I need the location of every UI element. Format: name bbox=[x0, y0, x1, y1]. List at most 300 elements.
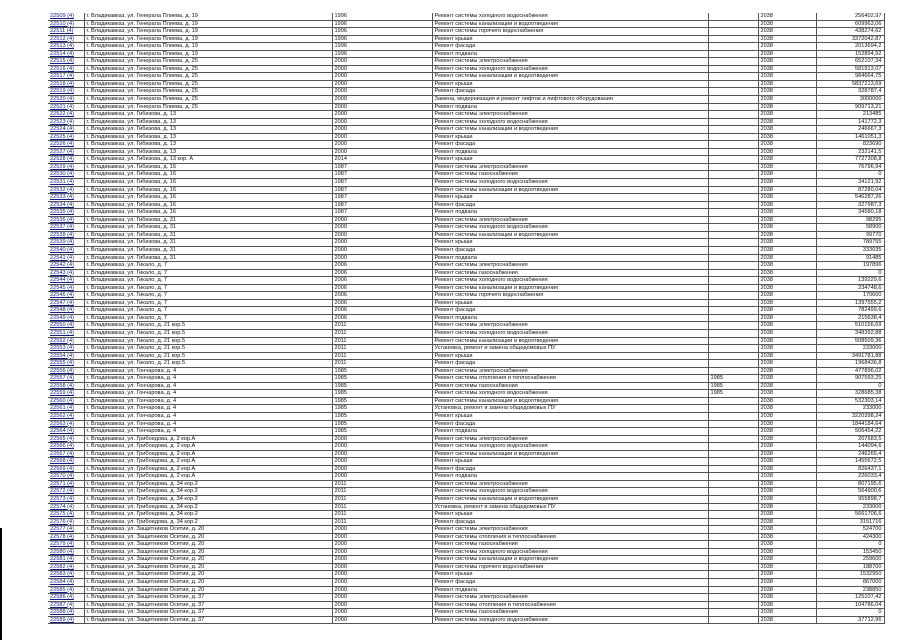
row-number-cell[interactable]: 22568 (4) bbox=[48, 458, 84, 466]
build-year-cell: 2011 bbox=[332, 352, 432, 360]
extra-year-cell bbox=[708, 50, 758, 58]
cost-cell: 34580,18 bbox=[816, 209, 884, 217]
row-number-cell[interactable]: 22523 (4) bbox=[48, 118, 84, 126]
table-row bbox=[48, 322, 884, 330]
work-type-cell: Ремонт крыши bbox=[432, 35, 708, 43]
build-year-cell: 2000 bbox=[332, 141, 432, 149]
table-row bbox=[48, 186, 884, 194]
extra-year-cell bbox=[708, 518, 758, 526]
row-number-cell[interactable]: 22522 (4) bbox=[48, 111, 84, 119]
plan-year-cell: 2038 bbox=[758, 246, 816, 254]
row-number-cell[interactable]: 22572 (4) bbox=[48, 488, 84, 496]
address-cell: г. Владикавказ, ул. Грибоедова, д. 34 кор.2 bbox=[84, 480, 332, 488]
build-year-cell: 1985 bbox=[332, 397, 432, 405]
plan-year-cell: 2038 bbox=[758, 367, 816, 375]
build-year-cell: 2006 bbox=[332, 299, 432, 307]
build-year-cell: 2000 bbox=[332, 473, 432, 481]
extra-year-cell bbox=[708, 465, 758, 473]
plan-year-cell: 2038 bbox=[758, 20, 816, 28]
extra-year-cell bbox=[708, 171, 758, 179]
table-row bbox=[48, 352, 884, 360]
work-type-cell: Ремонт системы холодного водоснабжения bbox=[432, 118, 708, 126]
cost-cell: 1532950 bbox=[816, 571, 884, 579]
work-type-cell: Ремонт системы холодного водоснабжения bbox=[432, 65, 708, 73]
plan-year-cell: 2038 bbox=[758, 179, 816, 187]
row-number-cell[interactable]: 22574 (4) bbox=[48, 503, 84, 511]
row-number-cell[interactable]: 22575 (4) bbox=[48, 511, 84, 519]
cost-cell: 955898,7 bbox=[816, 496, 884, 504]
address-cell: г. Владикавказ, ул. Гибизова, д. 13 bbox=[84, 126, 332, 134]
table-row bbox=[48, 43, 884, 51]
row-number-cell[interactable]: 22533 (4) bbox=[48, 194, 84, 202]
row-number-cell[interactable]: 22580 (4) bbox=[48, 548, 84, 556]
work-type-cell: Ремонт крыши bbox=[432, 133, 708, 141]
work-type-cell: Ремонт крыши bbox=[432, 352, 708, 360]
work-type-cell: Установка, ремонт и замена общедомовых ПУ bbox=[432, 405, 708, 413]
row-number-cell[interactable]: 22554 (4) bbox=[48, 352, 84, 360]
address-cell: г. Владикавказ, ул. Грибоедова, д. 34 кор.2 bbox=[84, 488, 332, 496]
row-number-cell[interactable]: 22534 (4) bbox=[48, 201, 84, 209]
extra-year-cell bbox=[708, 329, 758, 337]
extra-year-cell bbox=[708, 337, 758, 345]
table-row bbox=[48, 428, 884, 436]
extra-year-cell bbox=[708, 103, 758, 111]
address-cell: г. Владикавказ, ул. Гончарова, д. 4 bbox=[84, 375, 332, 383]
row-number-cell[interactable]: 22577 (4) bbox=[48, 526, 84, 534]
table-row bbox=[48, 458, 884, 466]
table-row bbox=[48, 337, 884, 345]
extra-year-cell bbox=[708, 254, 758, 262]
extra-year-cell bbox=[708, 428, 758, 436]
plan-year-cell: 2038 bbox=[758, 511, 816, 519]
work-type-cell: Ремонт системы горячего водоснабжения bbox=[432, 28, 708, 36]
row-number-cell[interactable]: 22548 (4) bbox=[48, 307, 84, 315]
row-number-cell[interactable]: 22545 (4) bbox=[48, 284, 84, 292]
table-row bbox=[48, 594, 884, 602]
address-cell: г. Владикавказ, ул. Генерала Плиева, д. 19 bbox=[84, 43, 332, 51]
row-number-cell[interactable]: 22570 (4) bbox=[48, 473, 84, 481]
build-year-cell: 1996 bbox=[332, 20, 432, 28]
work-type-cell: Ремонт системы канализации и водоотведения bbox=[432, 556, 708, 564]
row-number-cell[interactable]: 22589 (4) bbox=[48, 616, 84, 624]
plan-year-cell: 2038 bbox=[758, 209, 816, 217]
row-number-cell[interactable]: 22525 (4) bbox=[48, 133, 84, 141]
work-type-cell: Ремонт крыши bbox=[432, 571, 708, 579]
address-cell: г. Владикавказ, ул. Гибизова, д. 31 bbox=[84, 239, 332, 247]
work-type-cell: Ремонт системы электроснабжения bbox=[432, 163, 708, 171]
row-number-cell[interactable]: 22520 (4) bbox=[48, 96, 84, 104]
plan-year-cell: 2038 bbox=[758, 390, 816, 398]
plan-year-cell: 2038 bbox=[758, 428, 816, 436]
row-number-cell[interactable]: 22530 (4) bbox=[48, 171, 84, 179]
address-cell: г. Владикавказ, ул. Гончарова, д. 4 bbox=[84, 382, 332, 390]
row-number-cell[interactable]: 22562 (4) bbox=[48, 412, 84, 420]
address-cell: г. Владикавказ, ул. Гибизова, д. 16 bbox=[84, 163, 332, 171]
build-year-cell: 2011 bbox=[332, 345, 432, 353]
build-year-cell: 1985 bbox=[332, 405, 432, 413]
work-type-cell: Ремонт крыши bbox=[432, 239, 708, 247]
row-number-cell[interactable]: 22553 (4) bbox=[48, 345, 84, 353]
address-cell: г. Владикавказ, ул. Гикало, д. 21 кор.5 bbox=[84, 360, 332, 368]
cost-cell: 2013694,2 bbox=[816, 43, 884, 51]
row-number-cell[interactable]: 22511 (4) bbox=[48, 28, 84, 36]
extra-year-cell bbox=[708, 231, 758, 239]
build-year-cell: 2000 bbox=[332, 450, 432, 458]
row-number-cell[interactable]: 22578 (4) bbox=[48, 533, 84, 541]
row-number-cell[interactable]: 22521 (4) bbox=[48, 103, 84, 111]
plan-year-cell: 2038 bbox=[758, 322, 816, 330]
cost-cell: 37712,96 bbox=[816, 616, 884, 624]
cost-cell: 98295 bbox=[816, 216, 884, 224]
build-year-cell: 2000 bbox=[332, 118, 432, 126]
address-cell: г. Владикавказ, ул. Гикало, д. 21 кор.5 bbox=[84, 337, 332, 345]
row-number-cell[interactable]: 22558 (4) bbox=[48, 382, 84, 390]
row-number-cell[interactable]: 22535 (4) bbox=[48, 209, 84, 217]
table-row bbox=[48, 548, 884, 556]
row-number-cell[interactable]: 22516 (4) bbox=[48, 65, 84, 73]
work-type-cell: Ремонт системы холодного водоснабжения bbox=[432, 179, 708, 187]
row-number-cell[interactable]: 22527 (4) bbox=[48, 148, 84, 156]
row-number-cell[interactable]: 22547 (4) bbox=[48, 299, 84, 307]
cost-cell: 213485 bbox=[816, 111, 884, 119]
row-number-cell[interactable]: 22556 (4) bbox=[48, 367, 84, 375]
build-year-cell: 1987 bbox=[332, 186, 432, 194]
row-number-cell[interactable]: 22510 (4) bbox=[48, 20, 84, 28]
cost-cell: 506454,22 bbox=[816, 428, 884, 436]
table-row bbox=[48, 299, 884, 307]
address-cell: г. Владикавказ, ул. Гибизова, д. 31 bbox=[84, 224, 332, 232]
row-number-cell[interactable]: 22586 (4) bbox=[48, 594, 84, 602]
work-type-cell: Ремонт системы канализации и водоотведения bbox=[432, 337, 708, 345]
work-type-cell: Ремонт системы электроснабжения bbox=[432, 480, 708, 488]
build-year-cell: 1996 bbox=[332, 35, 432, 43]
table-row bbox=[48, 405, 884, 413]
row-number-cell[interactable]: 22517 (4) bbox=[48, 73, 84, 81]
cost-cell: 58900 bbox=[816, 224, 884, 232]
address-cell: г. Владикавказ, ул. Защитников Осетии, д. 20 bbox=[84, 548, 332, 556]
row-number-cell[interactable]: 22518 (4) bbox=[48, 80, 84, 88]
extra-year-cell bbox=[708, 209, 758, 217]
address-cell: г. Владикавказ, ул. Гибизова, д. 16 bbox=[84, 209, 332, 217]
row-number-cell[interactable]: 22524 (4) bbox=[48, 126, 84, 134]
address-cell: г. Владикавказ, ул. Гикало, д. 21 кор.5 bbox=[84, 352, 332, 360]
table-row bbox=[48, 35, 884, 43]
address-cell: г. Владикавказ, ул. Гончарова, д. 4 bbox=[84, 390, 332, 398]
work-type-cell: Ремонт системы электроснабжения bbox=[432, 216, 708, 224]
table-body bbox=[48, 13, 884, 624]
row-number-cell[interactable]: 22509 (4) bbox=[48, 13, 84, 20]
row-number-cell[interactable]: 22549 (4) bbox=[48, 314, 84, 322]
row-number-cell[interactable]: 22528 (4) bbox=[48, 156, 84, 164]
cost-cell: 99770 bbox=[816, 231, 884, 239]
cost-cell: 5661706,6 bbox=[816, 511, 884, 519]
table-row bbox=[48, 65, 884, 73]
cost-cell: 782499,6 bbox=[816, 307, 884, 315]
table-row bbox=[48, 412, 884, 420]
cost-cell: 7727308,8 bbox=[816, 156, 884, 164]
plan-year-cell: 2038 bbox=[758, 126, 816, 134]
build-year-cell: 2006 bbox=[332, 307, 432, 315]
row-number-cell[interactable]: 22587 (4) bbox=[48, 601, 84, 609]
row-number-cell[interactable]: 22513 (4) bbox=[48, 43, 84, 51]
cost-cell: 125107,42 bbox=[816, 594, 884, 602]
work-type-cell: Ремонт крыши bbox=[432, 194, 708, 202]
address-cell: г. Владикавказ, ул. Генерала Плиева, д. 25 bbox=[84, 96, 332, 104]
row-number-cell[interactable]: 22532 (4) bbox=[48, 186, 84, 194]
extra-year-cell bbox=[708, 111, 758, 119]
row-number-cell[interactable]: 22540 (4) bbox=[48, 246, 84, 254]
plan-year-cell: 2038 bbox=[758, 88, 816, 96]
build-year-cell: 1996 bbox=[332, 28, 432, 36]
row-number-cell[interactable]: 22567 (4) bbox=[48, 450, 84, 458]
cost-cell: 3372042,87 bbox=[816, 35, 884, 43]
work-type-cell: Ремонт системы газоснабжения bbox=[432, 609, 708, 617]
row-number-cell[interactable]: 22557 (4) bbox=[48, 375, 84, 383]
plan-year-cell: 2038 bbox=[758, 435, 816, 443]
build-year-cell: 2000 bbox=[332, 563, 432, 571]
build-year-cell: 2000 bbox=[332, 126, 432, 134]
row-number-cell[interactable]: 22563 (4) bbox=[48, 420, 84, 428]
row-number-cell[interactable]: 22581 (4) bbox=[48, 556, 84, 564]
table-row bbox=[48, 367, 884, 375]
row-number-cell[interactable]: 22561 (4) bbox=[48, 405, 84, 413]
row-number-cell[interactable]: 22571 (4) bbox=[48, 480, 84, 488]
row-number-cell[interactable]: 22537 (4) bbox=[48, 224, 84, 232]
extra-year-cell bbox=[708, 96, 758, 104]
work-type-cell: Ремонт подвала bbox=[432, 50, 708, 58]
plan-year-cell: 2038 bbox=[758, 269, 816, 277]
row-number-cell[interactable]: 22569 (4) bbox=[48, 465, 84, 473]
row-number-cell[interactable]: 22544 (4) bbox=[48, 277, 84, 285]
address-cell: г. Владикавказ, ул. Грибоедова, д. 34 кор.2 bbox=[84, 503, 332, 511]
plan-year-cell: 2038 bbox=[758, 35, 816, 43]
cost-cell: 348392,88 bbox=[816, 329, 884, 337]
plan-year-cell: 2038 bbox=[758, 556, 816, 564]
table-row bbox=[48, 586, 884, 594]
build-year-cell: 2000 bbox=[332, 65, 432, 73]
table-row bbox=[48, 96, 884, 104]
row-number-cell[interactable]: 22582 (4) bbox=[48, 563, 84, 571]
row-number-cell[interactable]: 22551 (4) bbox=[48, 329, 84, 337]
cost-cell: 0 bbox=[816, 382, 884, 390]
row-number-cell[interactable]: 22560 (4) bbox=[48, 397, 84, 405]
cost-cell: 438274,62 bbox=[816, 28, 884, 36]
cost-cell: 789755 bbox=[816, 239, 884, 247]
row-number-cell[interactable]: 22539 (4) bbox=[48, 239, 84, 247]
row-number-cell[interactable]: 22531 (4) bbox=[48, 179, 84, 187]
extra-year-cell bbox=[708, 480, 758, 488]
address-cell: г. Владикавказ, ул. Гибизова, д. 31 bbox=[84, 231, 332, 239]
row-number-cell[interactable]: 22559 (4) bbox=[48, 390, 84, 398]
work-type-cell: Ремонт системы холодного водоснабжения bbox=[432, 277, 708, 285]
work-type-cell: Ремонт фасада bbox=[432, 201, 708, 209]
row-number-cell[interactable]: 22583 (4) bbox=[48, 571, 84, 579]
plan-year-cell: 2038 bbox=[758, 563, 816, 571]
table-row bbox=[48, 239, 884, 247]
build-year-cell: 2000 bbox=[332, 541, 432, 549]
build-year-cell: 2000 bbox=[332, 88, 432, 96]
row-number-cell[interactable]: 22555 (4) bbox=[48, 360, 84, 368]
extra-year-cell bbox=[708, 571, 758, 579]
plan-year-cell: 2038 bbox=[758, 609, 816, 617]
table-row bbox=[48, 314, 884, 322]
work-type-cell: Ремонт системы электроснабжения bbox=[432, 367, 708, 375]
address-cell: г. Владикавказ, ул. Грибоедова, д. 2 кор.А bbox=[84, 473, 332, 481]
extra-year-cell: 1985 bbox=[708, 375, 758, 383]
row-number-cell[interactable]: 22536 (4) bbox=[48, 216, 84, 224]
build-year-cell: 2006 bbox=[332, 262, 432, 270]
address-cell: г. Владикавказ, ул. Генерала Плиева, д. 25 bbox=[84, 103, 332, 111]
extra-year-cell bbox=[708, 179, 758, 187]
table-row bbox=[48, 345, 884, 353]
build-year-cell: 2000 bbox=[332, 443, 432, 451]
plan-year-cell: 2038 bbox=[758, 148, 816, 156]
row-number-cell[interactable]: 22529 (4) bbox=[48, 163, 84, 171]
address-cell: г. Владикавказ, ул. Грибоедова, д. 34 кор.2 bbox=[84, 496, 332, 504]
table-row bbox=[48, 518, 884, 526]
cost-cell: 3491781,88 bbox=[816, 352, 884, 360]
build-year-cell: 1996 bbox=[332, 13, 432, 20]
row-number-cell[interactable]: 22565 (4) bbox=[48, 435, 84, 443]
table-row bbox=[48, 73, 884, 81]
build-year-cell: 2011 bbox=[332, 518, 432, 526]
table-row bbox=[48, 443, 884, 451]
row-number-cell[interactable]: 22543 (4) bbox=[48, 269, 84, 277]
table-row bbox=[48, 375, 884, 383]
row-number-cell[interactable]: 22519 (4) bbox=[48, 88, 84, 96]
address-cell: г. Владикавказ, ул. Гикало, д. 7 bbox=[84, 269, 332, 277]
plan-year-cell: 2038 bbox=[758, 337, 816, 345]
table-row bbox=[48, 118, 884, 126]
address-cell: г. Владикавказ, ул. Гикало, д. 7 bbox=[84, 262, 332, 270]
cost-cell: 1455672,5 bbox=[816, 458, 884, 466]
cost-cell: 328787,4 bbox=[816, 88, 884, 96]
build-year-cell: 1987 bbox=[332, 179, 432, 187]
cost-cell: 139229,6 bbox=[816, 277, 884, 285]
work-type-cell: Ремонт фасада bbox=[432, 88, 708, 96]
plan-year-cell: 2038 bbox=[758, 480, 816, 488]
address-cell: г. Владикавказ, ул. Генерала Плиева, д. 25 bbox=[84, 58, 332, 66]
build-year-cell: 1985 bbox=[332, 382, 432, 390]
row-number-cell[interactable]: 22579 (4) bbox=[48, 541, 84, 549]
row-number-cell[interactable]: 22512 (4) bbox=[48, 35, 84, 43]
table-row bbox=[48, 473, 884, 481]
work-type-cell: Ремонт фасада bbox=[432, 360, 708, 368]
row-number-cell[interactable]: 22552 (4) bbox=[48, 337, 84, 345]
row-number-cell[interactable]: 22585 (4) bbox=[48, 586, 84, 594]
address-cell: г. Владикавказ, ул. Грибоедова, д. 2 кор.А bbox=[84, 465, 332, 473]
extra-year-cell bbox=[708, 352, 758, 360]
row-number-cell[interactable]: 22526 (4) bbox=[48, 141, 84, 149]
build-year-cell: 2000 bbox=[332, 556, 432, 564]
cost-cell: 233000 bbox=[816, 405, 884, 413]
work-type-cell: Ремонт системы электроснабжения bbox=[432, 262, 708, 270]
cost-cell: 1968436,8 bbox=[816, 360, 884, 368]
extra-year-cell bbox=[708, 269, 758, 277]
row-number-cell[interactable]: 22538 (4) bbox=[48, 231, 84, 239]
extra-year-cell bbox=[708, 586, 758, 594]
build-year-cell: 2000 bbox=[332, 239, 432, 247]
work-type-cell: Ремонт системы электроснабжения bbox=[432, 435, 708, 443]
extra-year-cell bbox=[708, 443, 758, 451]
plan-year-cell: 2038 bbox=[758, 239, 816, 247]
address-cell: г. Владикавказ, ул. Грибоедова, д. 2 кор.А bbox=[84, 435, 332, 443]
row-number-cell[interactable]: 22542 (4) bbox=[48, 262, 84, 270]
cost-cell: 188700 bbox=[816, 563, 884, 571]
plan-year-cell: 2038 bbox=[758, 518, 816, 526]
row-number-cell[interactable]: 22588 (4) bbox=[48, 609, 84, 617]
plan-year-cell: 2038 bbox=[758, 541, 816, 549]
extra-year-cell bbox=[708, 503, 758, 511]
row-number-cell[interactable]: 22573 (4) bbox=[48, 496, 84, 504]
row-number-cell[interactable]: 22564 (4) bbox=[48, 428, 84, 436]
cost-cell: 333035 bbox=[816, 246, 884, 254]
address-cell: г. Владикавказ, ул. Гикало, д. 21 кор.5 bbox=[84, 322, 332, 330]
address-cell: г. Владикавказ, ул. Защитников Осетии, д. 20 bbox=[84, 556, 332, 564]
address-cell: г. Владикавказ, ул. Защитников Осетии, д. 20 bbox=[84, 541, 332, 549]
row-number-cell[interactable]: 22514 (4) bbox=[48, 50, 84, 58]
build-year-cell: 2011 bbox=[332, 480, 432, 488]
address-cell: г. Владикавказ, ул. Защитников Осетии, д. 20 bbox=[84, 563, 332, 571]
plan-year-cell: 2038 bbox=[758, 231, 816, 239]
cost-cell: 246265,4 bbox=[816, 450, 884, 458]
row-number-cell[interactable]: 22546 (4) bbox=[48, 292, 84, 300]
cost-cell: 0 bbox=[816, 269, 884, 277]
extra-year-cell bbox=[708, 43, 758, 51]
row-number-cell[interactable]: 22576 (4) bbox=[48, 518, 84, 526]
row-number-cell[interactable]: 22515 (4) bbox=[48, 58, 84, 66]
address-cell: г. Владикавказ, ул. Защитников Осетии, д. 37 bbox=[84, 609, 332, 617]
build-year-cell: 2000 bbox=[332, 58, 432, 66]
cost-cell: 0 bbox=[816, 609, 884, 617]
cost-cell: 652107,34 bbox=[816, 58, 884, 66]
build-year-cell: 2011 bbox=[332, 360, 432, 368]
address-cell: г. Владикавказ, ул. Защитников Осетии, д. 37 bbox=[84, 616, 332, 624]
extra-year-cell bbox=[708, 20, 758, 28]
cost-cell: 226033,4 bbox=[816, 473, 884, 481]
extra-year-cell bbox=[708, 73, 758, 81]
row-number-cell[interactable]: 22541 (4) bbox=[48, 254, 84, 262]
cost-cell: 207683,5 bbox=[816, 435, 884, 443]
table-row bbox=[48, 171, 884, 179]
row-number-cell[interactable]: 22566 (4) bbox=[48, 443, 84, 451]
extra-year-cell bbox=[708, 601, 758, 609]
extra-year-cell bbox=[708, 458, 758, 466]
cost-cell: 0 bbox=[816, 541, 884, 549]
cost-cell: 3000000 bbox=[816, 96, 884, 104]
cost-cell: 823690 bbox=[816, 141, 884, 149]
extra-year-cell bbox=[708, 216, 758, 224]
row-number-cell[interactable]: 22584 (4) bbox=[48, 579, 84, 587]
extra-year-cell bbox=[708, 201, 758, 209]
address-cell: г. Владикавказ, ул. Генерала Плиева, д. 19 bbox=[84, 35, 332, 43]
table-row bbox=[48, 111, 884, 119]
work-type-cell: Ремонт системы холодного водоснабжения bbox=[432, 548, 708, 556]
plan-year-cell: 2038 bbox=[758, 292, 816, 300]
table-row bbox=[48, 397, 884, 405]
row-number-cell[interactable]: 22550 (4) bbox=[48, 322, 84, 330]
table-row bbox=[48, 503, 884, 511]
build-year-cell: 2000 bbox=[332, 609, 432, 617]
work-type-cell: Ремонт системы газоснабжения bbox=[432, 541, 708, 549]
build-year-cell: 1985 bbox=[332, 367, 432, 375]
address-cell: г. Владикавказ, ул. Защитников Осетии, д. 20 bbox=[84, 586, 332, 594]
page-edge-mark bbox=[0, 528, 2, 640]
cost-cell: 170600 bbox=[816, 292, 884, 300]
address-cell: г. Владикавказ, ул. Защитников Осетии, д. 20 bbox=[84, 579, 332, 587]
work-type-cell: Ремонт системы канализации и водоотведения bbox=[432, 397, 708, 405]
build-year-cell: 2000 bbox=[332, 80, 432, 88]
